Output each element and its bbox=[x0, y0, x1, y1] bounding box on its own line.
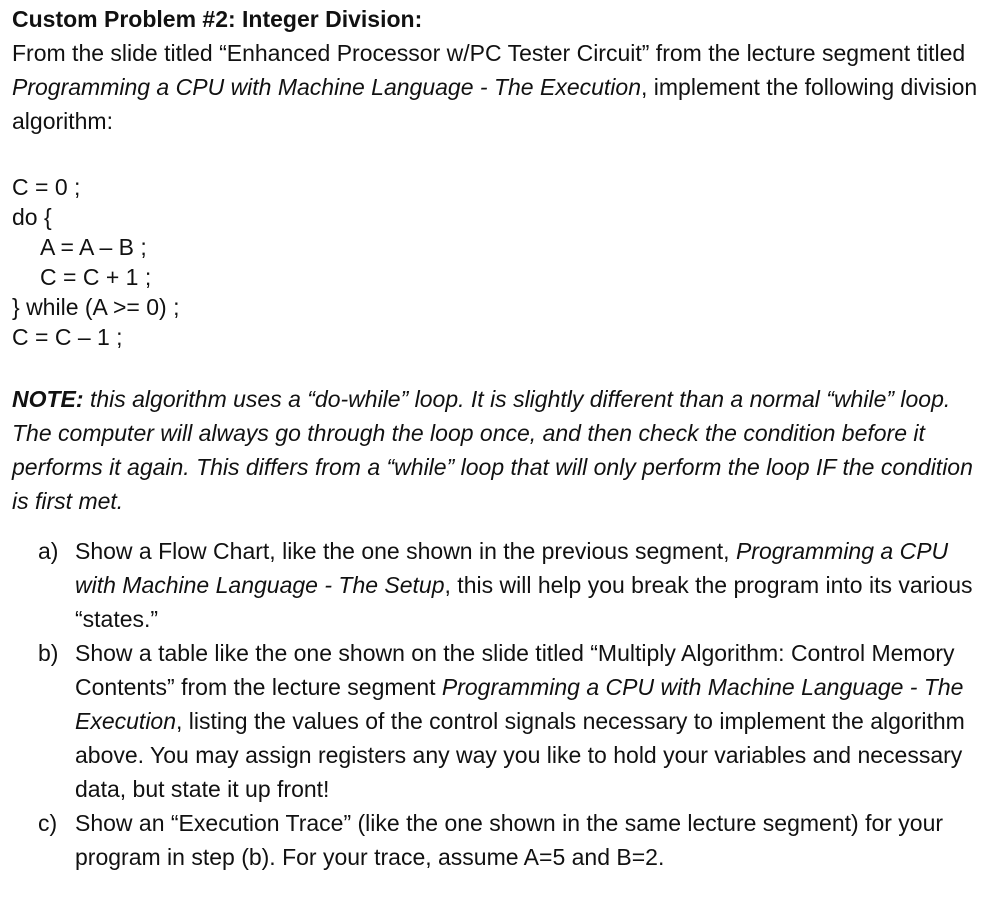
list-item bbox=[38, 636, 992, 806]
list-item bbox=[38, 806, 992, 874]
code-line: } while (A >= 0) ; bbox=[12, 294, 180, 320]
code-line: A = A – B ; bbox=[40, 234, 147, 260]
item-text: , this will help you break the program into its various “states.” bbox=[75, 572, 973, 632]
intro-paragraph bbox=[12, 36, 992, 138]
problem-title: Custom Problem #2: Integer Division: bbox=[12, 6, 423, 32]
note-label: NOTE: bbox=[12, 386, 84, 412]
algorithm-code bbox=[12, 172, 992, 352]
intro-text-1: From the slide titled “Enhanced Processor w/PC Tester Circuit” from the lecture segment titled bbox=[12, 40, 966, 66]
code-line: C = C + 1 ; bbox=[40, 264, 152, 290]
item-lecture-title: Programming a CPU with Machine Language - The Setup bbox=[75, 538, 949, 598]
list-item-text bbox=[75, 636, 992, 806]
item-text: , listing the values of the control signals necessary to implement the algorithm above. You may assign registers any way you like to hold your variables and necessary data, but state it up front! bbox=[75, 708, 965, 802]
intro-text-2: , implement the following division algorithm: bbox=[12, 74, 978, 134]
list-marker: b) bbox=[38, 640, 59, 666]
note-paragraph bbox=[12, 382, 992, 518]
note-text: this algorithm uses a “do-while” loop. It is slightly different than a normal “while” loop. The computer will always go through the loop once, and then check the condition before it performs it again. This differs from a “while” loop that will only perform the loop IF the condition is first met. bbox=[12, 386, 973, 514]
code-line: C = C – 1 ; bbox=[12, 324, 123, 350]
item-lecture-title: Programming a CPU with Machine Language - The Execution bbox=[75, 674, 964, 734]
task-list bbox=[12, 534, 992, 874]
item-text: Show an “Execution Trace” (like the one shown in the same lecture segment) for your program in step (b). For your trace, assume A=5 and B=2. bbox=[75, 810, 944, 870]
item-text: Show a Flow Chart, like the one shown in the previous segment, bbox=[75, 538, 736, 564]
list-item bbox=[38, 534, 992, 636]
code-line: C = 0 ; bbox=[12, 174, 81, 200]
list-item-text bbox=[75, 806, 992, 874]
code-line: do { bbox=[12, 204, 52, 230]
list-marker: c) bbox=[38, 810, 58, 836]
item-text: Show a table like the one shown on the slide titled “Multiply Algorithm: Control Memory Contents” from the lecture segment bbox=[75, 640, 955, 700]
list-item-text bbox=[75, 534, 992, 636]
list-marker: a) bbox=[38, 538, 59, 564]
intro-lecture-title: Programming a CPU with Machine Language - The Execution bbox=[12, 74, 641, 100]
